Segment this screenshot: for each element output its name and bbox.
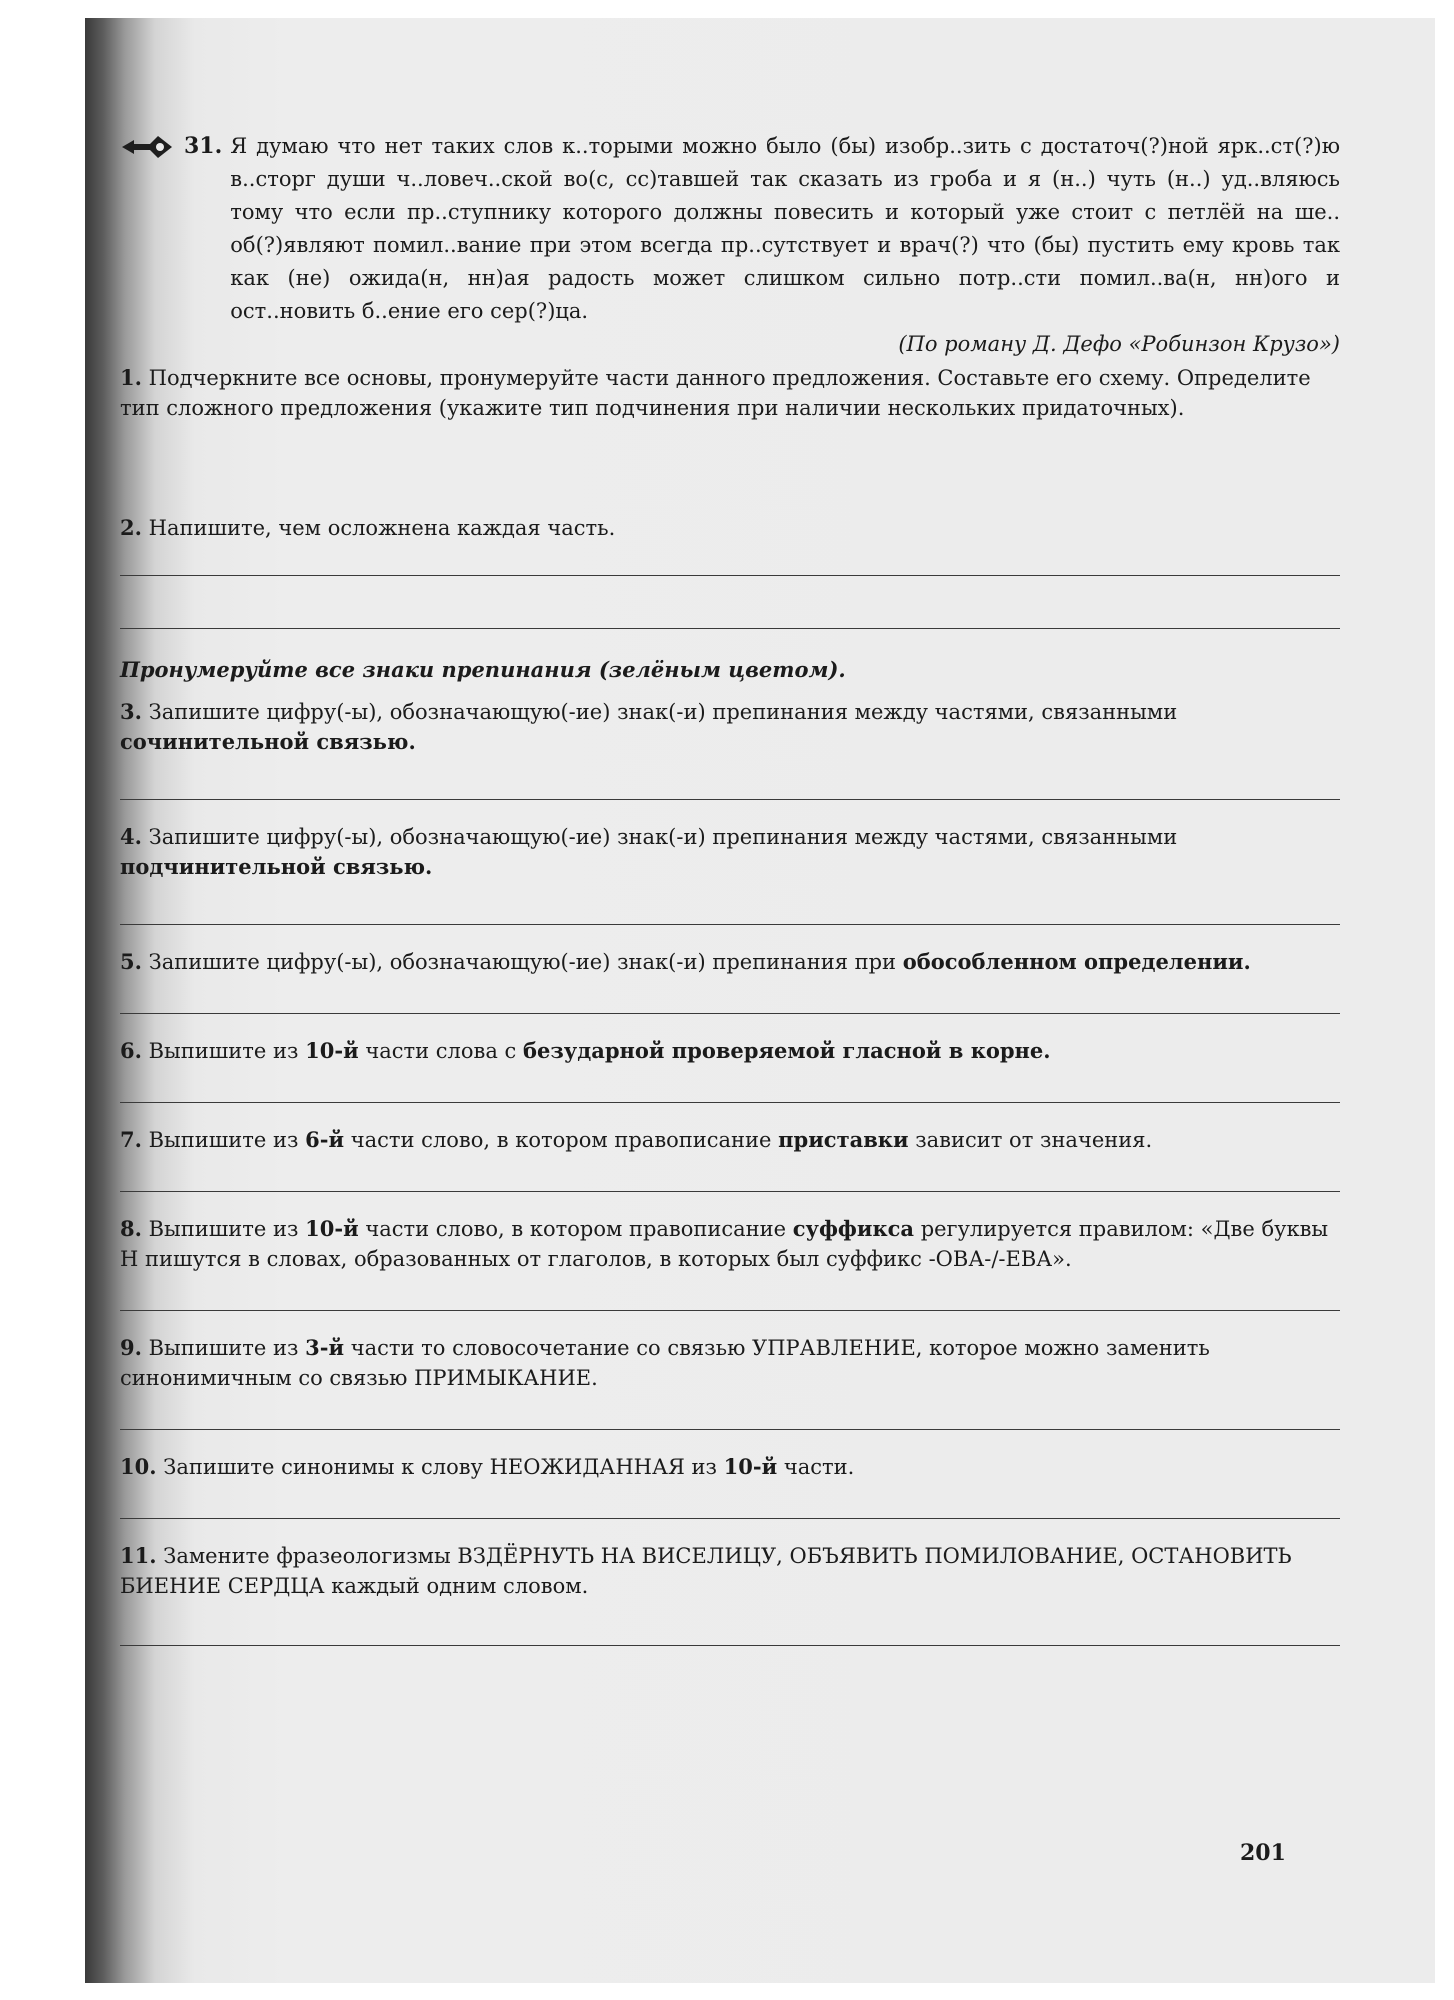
task-7-text-2: части слово, в котором правописание	[344, 1128, 779, 1152]
exercise-block	[120, 130, 1340, 1646]
task-7-text-3: зависит от значения.	[908, 1128, 1153, 1152]
task-6	[120, 1036, 1340, 1066]
pen-pointer-icon	[120, 134, 174, 160]
task-3-number: 3.	[120, 699, 142, 724]
exercise-number: 31.	[184, 133, 223, 159]
answer-line[interactable]	[120, 1518, 1340, 1519]
task-1-text: Подчеркните все основы, пронумеруйте части данного предложения. Составьте его схему. Определите тип сложного предложения (укажите тип подчинения при наличии нескольких придаточных).	[120, 366, 1311, 420]
task-5-number: 5.	[120, 949, 142, 974]
task-8-text-2: части слово, в котором правописание	[358, 1217, 793, 1241]
task-2-text: Напишите, чем осложнена каждая часть.	[148, 516, 616, 540]
task-6-highlight: безударной проверяемой гласной в корне.	[523, 1038, 1051, 1063]
task-3-highlight: сочинительной связью.	[120, 729, 416, 754]
task-5-highlight: обособленном определении.	[902, 949, 1251, 974]
task-1-number: 1.	[120, 365, 142, 390]
exercise-header	[120, 130, 1340, 328]
task-4-highlight: подчинительной связью.	[120, 854, 433, 879]
task-8-text: Выпишите из	[148, 1217, 306, 1241]
answer-line[interactable]	[120, 1102, 1340, 1103]
task-3	[120, 697, 1340, 757]
task-8-text-3: регулируется правилом: «Две буквы Н пишутся в словах, образованных от глаголов, в которых был суффикс -ОВА-/-ЕВА».	[120, 1217, 1329, 1271]
task-11-text: Замените фразеологизмы ВЗДЁРНУТЬ НА ВИСЕЛИЦУ, ОБЪЯВИТЬ ПОМИЛОВАНИЕ, ОСТАНОВИТЬ БИЕНИЕ СЕРДЦА каждый одним словом.	[120, 1544, 1292, 1598]
task-2-number: 2.	[120, 515, 142, 540]
task-10-part: 10-й	[723, 1454, 778, 1479]
answer-line[interactable]	[120, 1191, 1340, 1192]
answer-line[interactable]	[120, 1310, 1340, 1311]
task-8-highlight: суффикса	[792, 1216, 915, 1241]
answer-line[interactable]	[120, 1013, 1340, 1014]
task-7-number: 7.	[120, 1127, 142, 1152]
answer-line[interactable]	[120, 1429, 1340, 1430]
task-9	[120, 1333, 1340, 1393]
task-8-part: 10-й	[305, 1216, 359, 1241]
task-6-part: 10-й	[305, 1038, 359, 1063]
task-9-text-2: части то словосочетание со связью УПРАВЛЕНИЕ, которое можно заменить синонимичным со связью ПРИМЫКАНИЕ.	[120, 1336, 1210, 1390]
exercise-text: Я думаю что нет таких слов к..торыми можно было (бы) изобр..зить с достаточ(?)ной ярк..ст(?)ю в..сторг души ч..ловеч..ской во(с, сс)тавшей так сказать из гроба и я (н..) чуть (н..) уд..вляюсь тому что если пр..ступнику которого должны повесить и который уже стоит с петлёй на ше.. об(?)являют помил..вание при этом всегда пр..сутствует и врач(?) что (бы) пустить ему кровь так как (не) ожида(н, нн)ая радость может слишком сильно потр..сти помил..ва(н, нн)ого и ост..новить б..ение его сер(?)ца.	[230, 134, 1340, 323]
task-6-text: Выпишите из	[148, 1039, 306, 1063]
task-5	[120, 947, 1340, 977]
task-10-text-2: части.	[777, 1455, 855, 1479]
answer-line[interactable]	[120, 628, 1340, 629]
task-11-number: 11.	[120, 1543, 157, 1568]
task-7-text: Выпишите из	[148, 1128, 306, 1152]
exercise-source: (По роману Д. Дефо «Робинзон Крузо»)	[898, 332, 1340, 356]
task-3-text: Запишите цифру(-ы), обозначающую(-ие) знак(-и) препинания между частями, связанными	[148, 700, 1178, 724]
task-4-number: 4.	[120, 824, 142, 849]
task-7-part: 6-й	[305, 1127, 345, 1152]
task-11	[120, 1541, 1340, 1601]
task-10	[120, 1452, 1340, 1482]
task-6-text-2: части слова с	[358, 1039, 523, 1063]
task-2	[120, 513, 1340, 543]
punctuation-note: Пронумеруйте все знаки препинания (зелёным цветом).	[120, 657, 846, 682]
task-8-number: 8.	[120, 1216, 142, 1241]
answer-line[interactable]	[120, 799, 1340, 800]
answer-line[interactable]	[120, 1645, 1340, 1646]
task-4-text: Запишите цифру(-ы), обозначающую(-ие) знак(-и) препинания между частями, связанными	[148, 825, 1178, 849]
task-1	[120, 363, 1340, 423]
task-5-text: Запишите цифру(-ы), обозначающую(-ие) знак(-и) препинания при	[148, 950, 903, 974]
task-7	[120, 1125, 1340, 1155]
page-number: 201	[1240, 1840, 1286, 1866]
task-10-number: 10.	[120, 1454, 157, 1479]
answer-line[interactable]	[120, 924, 1340, 925]
task-7-highlight: приставки	[778, 1127, 909, 1152]
task-8	[120, 1214, 1340, 1274]
task-9-text: Выпишите из	[148, 1336, 306, 1360]
task-9-number: 9.	[120, 1335, 142, 1360]
task-10-text: Запишите синонимы к слову НЕОЖИДАННАЯ из	[163, 1455, 724, 1479]
task-6-number: 6.	[120, 1038, 142, 1063]
answer-line[interactable]	[120, 575, 1340, 576]
task-9-part: 3-й	[305, 1335, 345, 1360]
task-4	[120, 822, 1340, 882]
